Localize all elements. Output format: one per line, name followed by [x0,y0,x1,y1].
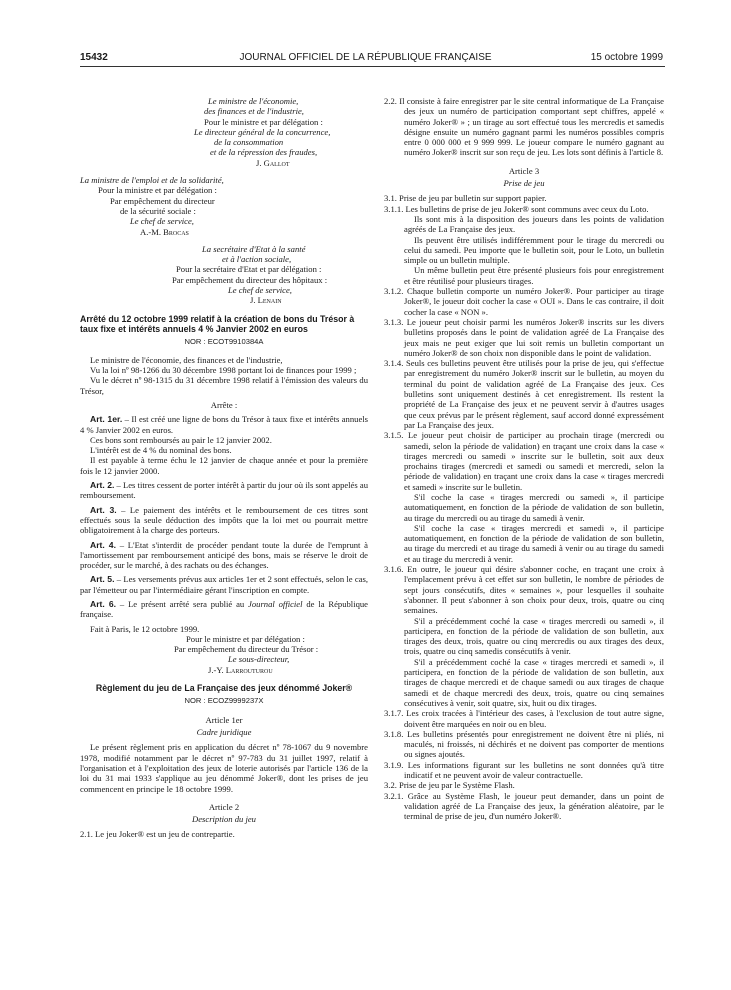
arrete-title: Arrêté du 12 octobre 1999 relatif à la création de bons du Trésor à taux fixe et intérêts annuels 4 % Janvier 2002 en euros [80,313,355,335]
signature-line: de la sécurité sociale : [120,205,196,216]
article-4 [80,540,368,571]
paragraph-3-1-6-sub: S'il a précédemment coché la case « tirages mercredi et samedi », il participera, en fonction de la période de validation de son bulletin, aux tirages de chaque mercredi et de chaque samedi ou aux tirages de chaque samedi et de chaque mercredi des deux, trois, quatre ou cinq semaines consécutives à venir, soit quatre, six, huit ou dix tirages. [404,656,664,708]
signature-line: et à l'action sociale, [222,254,292,265]
signature-line: Le chef de service, [130,216,194,227]
right-column [384,96,664,821]
fait-a-paris: Fait à Paris, le 12 octobre 1999. [90,623,200,634]
article-2-label: Article 2 [208,801,240,812]
arrete-visas [80,355,368,396]
signature-line: Le chef de service, [228,285,292,296]
article-2-head: Art. 2. [90,480,115,491]
signature-line: J. Lenain [250,295,282,306]
article-1-head: Art. 1er. [90,414,123,425]
article-2 [80,480,368,501]
paragraph-3-1-1-sub: Ils sont mis à la disposition des joueurs dans les points de validation agréés de La Française des jeux. [404,213,664,235]
paragraph-3-1-3: 3.1.3. Le joueur peut choisir parmi les numéros Joker® inscrits sur les divers bulletins proposés dans le point de validation agréé de La Française des jeux mais ne peut exiger que lui soit remis un bulletin comportant un numéro Joker® de son choix non disponible dans le point de validation. [384,316,664,358]
paragraph-3-1-2: 3.1.2. Chaque bulletin comporte un numéro Joker®. Pour participer au tirage Joker®, le joueur doit cocher la case « OUI ». Dans le cas contraire, il doit cocher la case « NON ». [384,286,664,317]
article-6 [80,599,368,620]
signature-line: Le sous-directeur, [228,654,290,665]
paragraph-3-2: 3.2. Prise de jeu par le Système Flash. [384,780,515,791]
page-header [0,0,731,70]
arrete-label: Arrête : [210,399,238,410]
paragraph-3-1: 3.1. Prise de jeu par bulletin sur support papier. [384,193,547,204]
signature-block-sante [80,244,368,306]
article-3-label: Article 3 [508,165,540,176]
signature-line: La secrétaire d'Etat à la santé [202,243,306,254]
header-rule [80,66,665,67]
article-6-head: Art. 6. [90,598,117,609]
article-4-head: Art. 4. [90,539,116,550]
signature-block-tresor [80,634,368,675]
signature-line: Pour le ministre et par délégation : [186,633,305,644]
paragraph-3-1-5-sub: S'il coche la case « tirages mercredi ou samedi », il participe automatiquement, en fonction de la période de validation de son bulletin, au tirage du mercredi ou au tirage du samedi à venir. [404,491,664,523]
page-number: 15432 [80,52,108,63]
article-6-text-b: de la République française. [80,598,368,620]
arrete-nor: NOR : ECOT9910384A [184,337,264,347]
signature-line: Par empêchement du directeur [110,195,215,206]
paragraph-3-1-8: 3.1.8. Les bulletins présentés pour enregistrement ne doivent être ni pliés, ni maculés, ni froissés, ni déchirés et ne doivent pas comporter de mentions ou signes ajoutés. [384,728,664,760]
signature-line: Pour la ministre et par délégation : [98,185,217,196]
signature-line: des finances et de l'industrie, [204,106,304,117]
article-5-head: Art. 5. [90,574,115,585]
signature-block-economie [80,96,368,168]
article-3 [80,505,368,536]
issue-date: 15 octobre 1999 [590,52,663,63]
signature-line: de la consommation [214,137,284,148]
article-1-body: Le présent règlement pris en application du décret nº 78-1067 du 9 novembre 1978, modifié notamment par le décret nº 97-783 du 31 juillet 1997, relatif à l'organisation et à l'exploitation des jeux de loterie autorisés par l'article 136 de la loi du 31 mai 1933 s'applique au jeu dénommé Joker®, dont les prises de jeu commencent en principe le 18 octobre 1999. [80,742,368,794]
article-1-line: Il est payable à terme échu le 12 janvier de chaque année et pour la première fois le 12 janvier 2000. [80,455,368,476]
article-6-journal: Journal officiel [248,598,303,609]
article-1 [80,414,368,435]
article-3-head: Art. 3. [90,504,117,515]
signature-block-emploi [80,175,368,237]
left-column [80,96,368,840]
paragraph-3-1-9: 3.1.9. Les informations figurant sur les bulletins ne sont données qu'à titre indicatif et ne peuvent avoir de valeur contractuelle. [384,759,664,780]
paragraph-2-2: 2.2. Il consiste à faire enregistrer par le site central informatique de La Française des jeux un numéro de participation comportant sept chiffres, appelé « numéro Joker® » ; un tirage au sort effectué tous les mercredis et samedis désigne ensuite un numéro gagnant parmi les numéros possibles compris entre 0 000 000 et 9 999 999. Le joueur compare le numéro gagnant au numéro Joker® inscrit sur son reçu de jeu. Les lots sont définis à l'article 8. [384,96,664,158]
visa-line: Vu la loi nº 98-1266 du 30 décembre 1998 portant loi de finances pour 1999 ; [90,365,357,376]
article-1-label: Article 1er [205,714,243,725]
article-5 [80,574,368,595]
signature-line: Pour le ministre et par délégation : [204,116,323,127]
paragraph-3-1-1-sub: Ils peuvent être utilisés indifféremment pour le tirage du mercredi ou celui du samedi. Peu importe que le bulletin soit, pour le Loto, un bulletin simple ou un bulletin multiple. [404,234,664,266]
paragraph-3-2-1: 3.2.1. Grâce au Système Flash, le joueur peut demander, dans un point de validation agréé de La Française des jeux, la génération aléatoire, par le terminal de prise de jeu, d'un numéro Joker®. [384,790,664,822]
paragraph-3-1-1: 3.1.1. Les bulletins de prise de jeu Joker® sont communs avec ceux du Loto. [384,203,649,214]
article-1-text: – Il est créé une ligne de bons du Trésor à taux fixe et intérêts annuels 4 % Janvier 2002 en euros. [80,414,368,435]
article-1-subtitle: Cadre juridique [196,727,252,738]
article-5-text: – Les versements prévus aux articles 1er et 2 sont effectués, selon le cas, par l'émetteur ou par l'intermédiaire gérant l'inscription en compte. [80,574,368,595]
paragraph-3-1-5: 3.1.5. Le joueur peut choisir de participer au prochain tirage (mercredi ou samedi, selon la période de validation) en traçant une croix dans la case « tirages mercredi ou samedi » inscrite sur le bulletin, soit aux deux prochains tirages (mercredi et samedi ou samedi et mercredi, selon la période de validation) en traçant une croix dans la case « tirages mercredi et samedi » inscrite sur le bulletin. [384,430,664,492]
paragraph-3-1-1-sub: Un même bulletin peut être présenté plusieurs fois pour enregistrement et être réutilisé pour plusieurs tirages. [404,265,664,286]
visa-line: Le ministre de l'économie, des finances et de l'industrie, [90,354,283,365]
signature-line: Par empêchement du directeur du Trésor : [174,644,319,655]
paragraph-3-1-6: 3.1.6. En outre, le joueur qui désire s'abonner coche, en traçant une croix à l'emplacement prévu à cet effet sur son bulletin, le nombre de périodes de sept jours consécutifs, dites « semaines », pour lesquelles il souhaite s'abonner. Il peut s'abonner à son choix pour deux, trois, quatre ou cinq semaines. [384,564,664,616]
signature-line: Par empêchement du directeur des hôpitaux : [172,274,328,285]
signature-line: Le directeur général de la concurrence, [194,126,331,137]
paragraph-3-1-7: 3.1.7. Les croix tracées à l'intérieur des cases, à l'exclusion de tout autre signe, doivent être marquées en noir ou en bleu. [384,708,664,729]
signature-line: J. Gallot [256,157,290,168]
article-3-text: – Le paiement des intérêts et le remboursement de ces titres sont effectués sous la seule déduction des impôts que la loi met ou pourrait mettre obligatoirement à la charge des porteurs. [80,504,369,536]
article-3-subtitle: Prise de jeu [503,178,545,189]
article-4-text: – L'Etat s'interdit de procéder pendant toute la durée de l'emprunt à l'amortissement par remboursement anticipé des bons, mais se réserve le droit de procéder, sur le marché, à des rachats ou des échanges. [80,539,368,571]
article-6-text-a: – Le présent arrêté sera publié au [116,598,249,609]
reglement-nor: NOR : ECOZ9999237X [184,696,264,706]
signature-line: La ministre de l'emploi et de la solidarité, [80,175,224,186]
signature-line: Pour la secrétaire d'Etat et par délégation : [176,264,322,275]
article-2-text: – Les titres cessent de porter intérêt à partir du jour où ils sont appelés au remboursement. [80,480,368,501]
signature-line: A.-M. Brocas [140,226,189,237]
reglement-title: Règlement du jeu de La Française des jeux dénommé Joker® [95,683,353,694]
signature-line: Le ministre de l'économie, [208,96,299,106]
paragraph-3-1-4: 3.1.4. Seuls ces bulletins peuvent être utilisés pour la prise de jeu, qui s'effectue par enregistrement du numéro Joker® inscrit sur le bulletin, au moyen du terminal du point de validation agréé de La Française des jeux. Ces bulletins sont uniquement destinés à cet enregistrement. Ils restent la propriété de La Française des jeux et ne peuvent servir à d'autres usages que ceux prévus par le présent règlement, sauf accord donné expressément par La Française des jeux. [384,358,664,430]
article-2-subtitle: Description du jeu [192,814,256,825]
paragraph-3-1-5-sub: S'il coche la case « tirages mercredi et samedi », il participe automatiquement, en fonction de la période de validation de son bulletin, au tirage du mercredi et au tirage du samedi à venir ou au tirage du samedi et au tirage du mercredi à venir. [404,522,664,564]
article-1-line: Ces bons sont remboursés au pair le 12 janvier 2002. [90,434,272,445]
journal-title: JOURNAL OFFICIEL DE LA RÉPUBLIQUE FRANÇAISE [239,52,492,63]
signature-line: J.-Y. Larrouturou [208,664,273,675]
article-1-line: L'intérêt est de 4 % du nominal des bons. [90,445,232,456]
visa-line: Vu le décret nº 98-1315 du 31 décembre 1998 relatif à l'émission des valeurs du Trésor, [80,375,368,396]
paragraph-2-1: 2.1. Le jeu Joker® est un jeu de contrepartie. [80,829,235,840]
paragraph-3-1-6-sub: S'il a précédemment coché la case « tirages mercredi ou samedi », il participera, en fonction de la période de validation de son bulletin, aux tirages des deux, trois, quatre ou cinq mercredis ou aux tirages des deux, trois, quatre ou cinq samedis consécutifs à venir. [404,615,664,657]
signature-line: et de la répression des fraudes, [210,147,318,158]
